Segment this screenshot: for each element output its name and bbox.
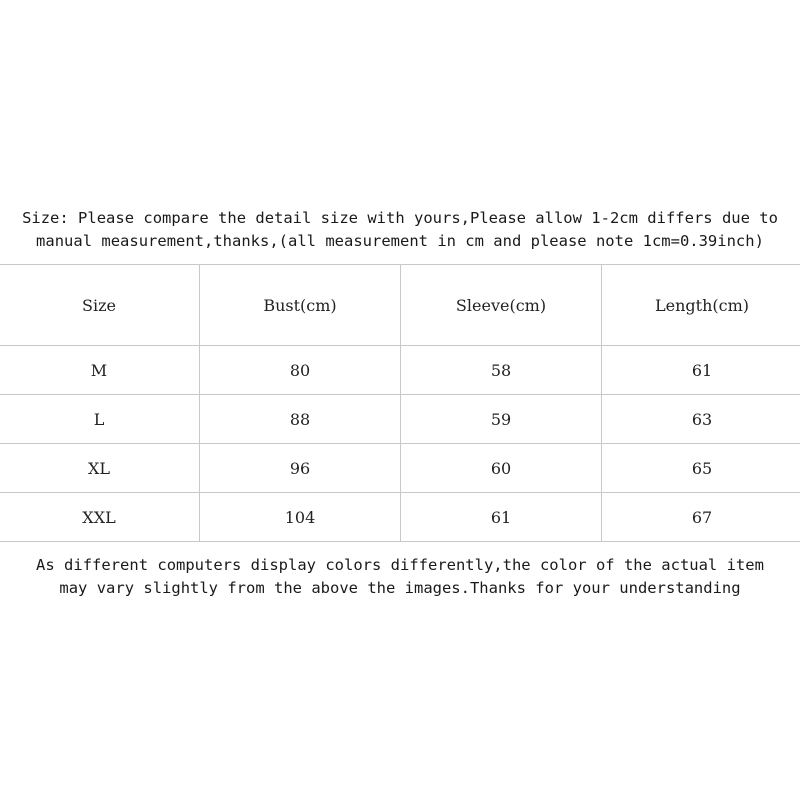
header-sleeve: Sleeve(cm): [401, 265, 602, 346]
cell-bust: 104: [200, 493, 401, 542]
header-length: Length(cm): [602, 265, 800, 346]
cell-sleeve: 59: [401, 395, 602, 444]
size-note: [0, 207, 800, 253]
header-size: Size: [0, 265, 200, 346]
cell-size: M: [0, 346, 200, 395]
cell-size: L: [0, 395, 200, 444]
size-chart-table: [0, 264, 800, 542]
table-header-row: [0, 265, 800, 346]
color-disclaimer: [0, 554, 800, 600]
cell-length: 67: [602, 493, 800, 542]
cell-size: XL: [0, 444, 200, 493]
cell-length: 63: [602, 395, 800, 444]
size-note-line-2: manual measurement,thanks,(all measurement in cm and please note 1cm=0.39inch): [36, 232, 764, 250]
table-row: [0, 346, 800, 395]
cell-sleeve: 58: [401, 346, 602, 395]
cell-length: 61: [602, 346, 800, 395]
cell-sleeve: 61: [401, 493, 602, 542]
table-row: [0, 395, 800, 444]
cell-size: XXL: [0, 493, 200, 542]
table-row: [0, 493, 800, 542]
cell-length: 65: [602, 444, 800, 493]
color-disclaimer-line-2: may vary slightly from the above the images.Thanks for your understanding: [59, 579, 741, 597]
cell-bust: 88: [200, 395, 401, 444]
cell-bust: 80: [200, 346, 401, 395]
color-disclaimer-line-1: As different computers display colors differently,the color of the actual item: [36, 556, 764, 574]
cell-bust: 96: [200, 444, 401, 493]
cell-sleeve: 60: [401, 444, 602, 493]
header-bust: Bust(cm): [200, 265, 401, 346]
size-note-line-1: Size: Please compare the detail size with yours,Please allow 1-2cm differs due to: [22, 209, 778, 227]
table-row: [0, 444, 800, 493]
